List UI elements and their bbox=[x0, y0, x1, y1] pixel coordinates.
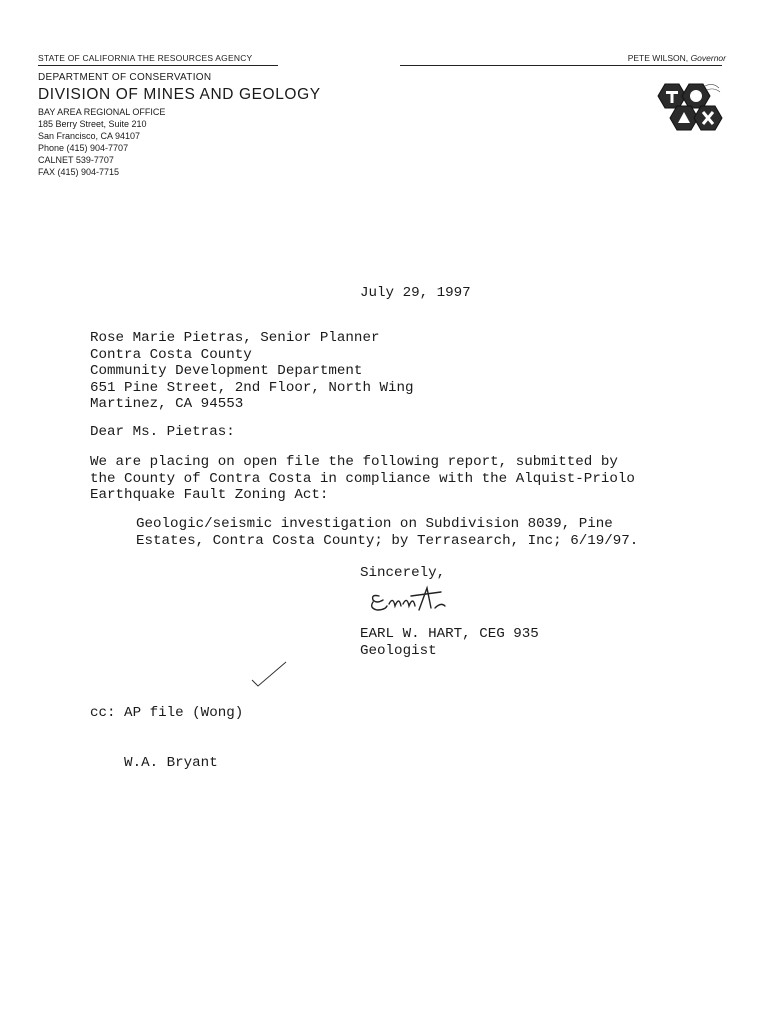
closing: Sincerely, bbox=[360, 565, 446, 581]
office-line: CALNET 539-7707 bbox=[38, 155, 114, 165]
cc-list bbox=[90, 672, 243, 788]
office-line: FAX (415) 904-7715 bbox=[38, 167, 120, 177]
address-line: Contra Costa County bbox=[90, 346, 252, 363]
body-line: Earthquake Fault Zoning Act: bbox=[90, 487, 329, 503]
letter-date: July 29, 1997 bbox=[360, 285, 471, 301]
department-name: DEPARTMENT OF CONSERVATION bbox=[38, 72, 212, 83]
header-rule-right bbox=[400, 65, 722, 66]
report-reference bbox=[136, 516, 638, 549]
reference-line: Estates, Contra Costa County; by Terrasearch, Inc; 6/19/97. bbox=[136, 532, 639, 549]
header-rule-left bbox=[38, 65, 278, 66]
body-line: We are placing on open file the following report, submitted by bbox=[90, 454, 618, 470]
governor-name: PETE WILSON, bbox=[627, 53, 689, 63]
governor-line bbox=[628, 53, 726, 63]
address-line: 651 Pine Street, 2nd Floor, North Wing bbox=[90, 379, 414, 396]
recipient-address bbox=[90, 330, 414, 413]
body-paragraph bbox=[90, 454, 635, 504]
office-line: BAY AREA REGIONAL OFFICE bbox=[38, 107, 166, 117]
check-mark-icon bbox=[250, 660, 290, 690]
cc-line: cc: AP file (Wong) bbox=[90, 705, 244, 721]
body-line: the County of Contra Costa in compliance with the Alquist-Priolo bbox=[90, 470, 635, 487]
office-line: 185 Berry Street, Suite 210 bbox=[38, 119, 147, 129]
signer-title: Geologist bbox=[360, 642, 437, 659]
office-address bbox=[38, 106, 165, 178]
office-line: San Francisco, CA 94107 bbox=[38, 131, 141, 141]
governor-title: Governor bbox=[690, 53, 726, 63]
cc-line: W.A. Bryant bbox=[90, 754, 218, 771]
handwritten-signature bbox=[365, 582, 455, 622]
department-seal-logo bbox=[643, 80, 728, 142]
signer-block bbox=[360, 626, 539, 659]
reference-line: Geologic/seismic investigation on Subdivision 8039, Pine bbox=[136, 516, 613, 532]
agency-line: STATE OF CALIFORNIA THE RESOURCES AGENCY bbox=[38, 53, 253, 63]
salutation: Dear Ms. Pietras: bbox=[90, 424, 235, 440]
signer-name: EARL W. HART, CEG 935 bbox=[360, 626, 539, 642]
division-name: DIVISION OF MINES AND GEOLOGY bbox=[38, 86, 321, 103]
address-line: Rose Marie Pietras, Senior Planner bbox=[90, 330, 380, 346]
address-line: Martinez, CA 94553 bbox=[90, 396, 244, 412]
address-line: Community Development Department bbox=[90, 363, 363, 379]
office-line: Phone (415) 904-7707 bbox=[38, 143, 129, 153]
